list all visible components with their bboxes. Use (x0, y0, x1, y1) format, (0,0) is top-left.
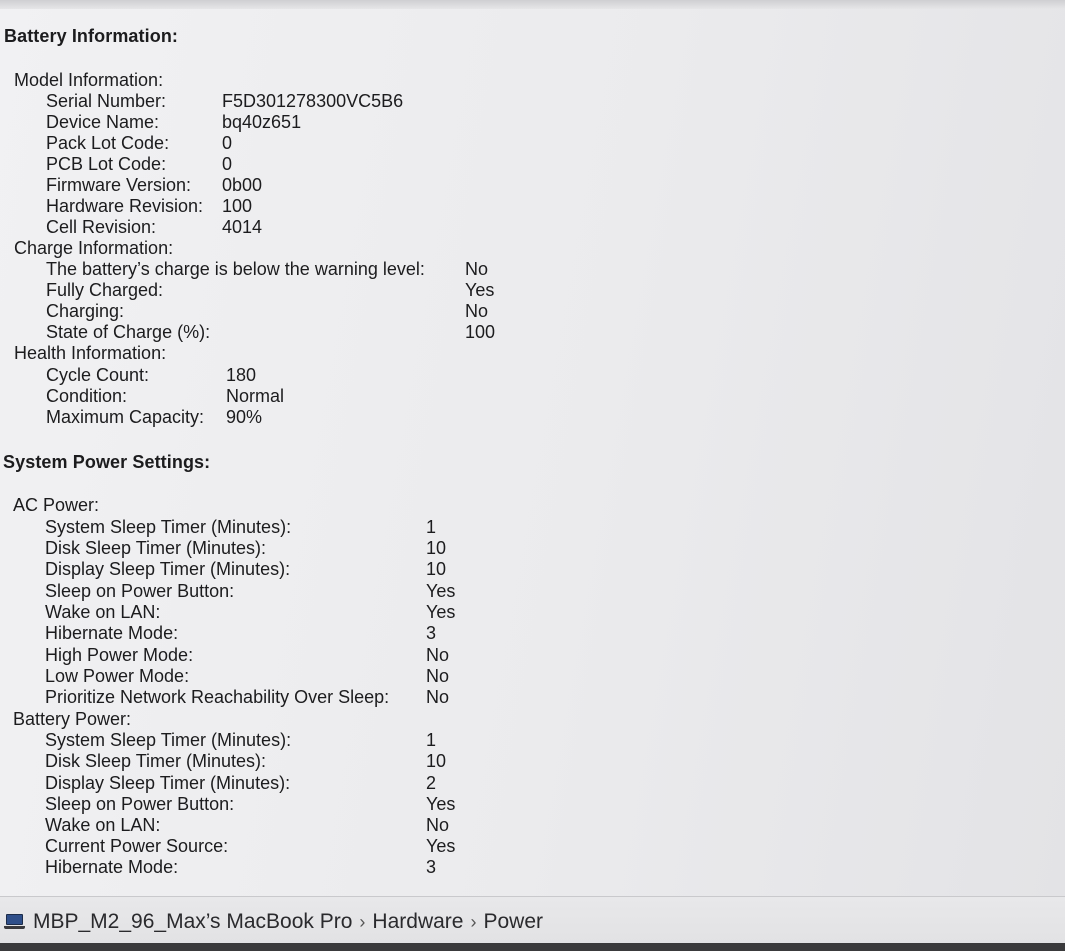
row-label: Maximum Capacity: (46, 407, 205, 427)
row-label: Low Power Mode: (45, 666, 190, 686)
health-information-heading: Health Information: (14, 343, 167, 363)
row-label: Fully Charged: (46, 280, 164, 300)
row-value: No (465, 301, 489, 321)
row-label: Sleep on Power Button: (45, 581, 235, 601)
row-label: State of Charge (%): (46, 322, 211, 342)
row-label: Charging: (46, 301, 125, 321)
row-value: 90% (226, 407, 263, 427)
row-value: No (426, 666, 450, 686)
window-bottom-edge (0, 943, 1065, 951)
row-label: Prioritize Network Reachability Over Sleep: (45, 687, 390, 707)
row-label: The battery’s charge is below the warning level: (46, 259, 425, 279)
row-value: Yes (426, 794, 456, 814)
row-value: Yes (426, 581, 456, 601)
row-label: System Sleep Timer (Minutes): (45, 730, 292, 750)
row-label: Firmware Version: (46, 175, 192, 195)
row-value: No (426, 687, 450, 707)
window-top-edge (0, 0, 1065, 9)
row-value: No (426, 815, 450, 835)
row-label: Condition: (46, 386, 128, 406)
row-label: Cell Revision: (46, 217, 157, 237)
row-label: System Sleep Timer (Minutes): (45, 517, 292, 537)
row-label: Disk Sleep Timer (Minutes): (45, 538, 267, 558)
breadcrumb (4, 910, 543, 934)
breadcrumb-separator: › (359, 912, 366, 932)
row-value: No (465, 259, 489, 279)
breadcrumb-separator: › (470, 912, 477, 932)
row-label: Hibernate Mode: (45, 623, 179, 643)
row-value: 10 (426, 559, 447, 579)
laptop-icon (4, 914, 25, 929)
row-value: 1 (426, 730, 437, 750)
breadcrumb-item-hardware[interactable]: Hardware (372, 910, 464, 933)
row-value: 10 (426, 751, 447, 771)
battery-information-heading: Battery Information: (4, 26, 179, 46)
row-label: Disk Sleep Timer (Minutes): (45, 751, 267, 771)
breadcrumb-item-computer[interactable]: MBP_M2_96_Max’s MacBook Pro (33, 910, 353, 933)
row-value: 180 (226, 365, 257, 385)
row-value: 100 (465, 322, 496, 342)
row-label: Cycle Count: (46, 365, 150, 385)
row-label: High Power Mode: (45, 645, 194, 665)
row-label: Serial Number: (46, 91, 167, 111)
row-value: No (426, 645, 450, 665)
ac-power-heading: AC Power: (13, 495, 100, 515)
row-value: 100 (222, 196, 253, 216)
row-value: Yes (465, 280, 495, 300)
row-value: 0 (222, 154, 233, 174)
row-value: bq40z651 (222, 112, 302, 132)
row-value: 1 (426, 517, 437, 537)
path-bar (0, 896, 1065, 944)
row-value: F5D301278300VC5B6 (222, 91, 404, 111)
row-label: Wake on LAN: (45, 815, 161, 835)
breadcrumb-item-power[interactable]: Power (483, 910, 543, 933)
row-label: Display Sleep Timer (Minutes): (45, 773, 291, 793)
battery-power-heading: Battery Power: (13, 709, 132, 729)
row-value: 3 (426, 857, 437, 877)
row-label: Pack Lot Code: (46, 133, 170, 153)
system-power-settings-heading: System Power Settings: (3, 452, 211, 472)
row-label: Display Sleep Timer (Minutes): (45, 559, 291, 579)
row-value: 4014 (222, 217, 263, 237)
row-label: Device Name: (46, 112, 160, 132)
row-value: Normal (226, 386, 285, 406)
row-label: Hardware Revision: (46, 196, 204, 216)
charge-information-heading: Charge Information: (14, 238, 174, 258)
row-value: 0b00 (222, 175, 263, 195)
row-label: PCB Lot Code: (46, 154, 167, 174)
row-label: Hibernate Mode: (45, 857, 179, 877)
row-value: 0 (222, 133, 233, 153)
row-value: 10 (426, 538, 447, 558)
row-label: Wake on LAN: (45, 602, 161, 622)
row-label: Sleep on Power Button: (45, 794, 235, 814)
row-value: Yes (426, 602, 456, 622)
row-value: Yes (426, 836, 456, 856)
row-label: Current Power Source: (45, 836, 229, 856)
row-value: 3 (426, 623, 437, 643)
row-value: 2 (426, 773, 437, 793)
model-information-heading: Model Information: (14, 70, 164, 90)
power-report-pane[interactable] (0, 9, 1065, 896)
